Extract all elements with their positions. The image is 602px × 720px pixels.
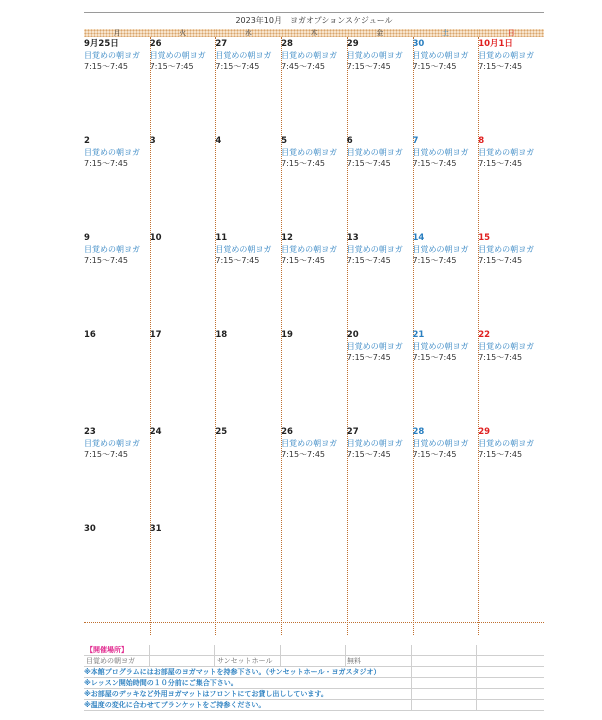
day-cell [84, 427, 149, 460]
day-cell [215, 330, 280, 341]
lesson-time: 7:15〜7:45 [412, 256, 457, 265]
day-cell [84, 233, 149, 266]
note-4: ※温度の変化に合わせてブランケットをご持参ください。 [84, 700, 544, 711]
day-cell [413, 233, 478, 266]
lesson-time: 7:15〜7:45 [478, 159, 523, 168]
lesson-time: 7:15〜7:45 [412, 450, 457, 459]
lesson-time: 7:15〜7:45 [412, 159, 457, 168]
day-date: 20 [346, 330, 359, 340]
venue-header-row [84, 645, 544, 656]
lesson-name: 目覚めの朝ヨガ [412, 439, 469, 448]
day-date: 3 [149, 136, 156, 146]
day-date: 27 [346, 427, 359, 437]
day-cell [150, 524, 215, 535]
lesson-name: 目覚めの朝ヨガ [281, 439, 338, 448]
lesson-time: 7:15〜7:45 [346, 450, 391, 459]
day-cell [478, 136, 543, 169]
day-cell [413, 39, 478, 72]
day-date: 22 [478, 330, 491, 340]
day-date: 23 [84, 427, 96, 437]
lesson-name: 目覚めの朝ヨガ [84, 51, 140, 60]
lesson-time: 7:15〜7:45 [346, 353, 391, 362]
day-cell [413, 427, 478, 460]
day-date: 8 [478, 136, 485, 146]
venue-lesson: 目覚めの朝ヨガ [86, 657, 135, 665]
day-date: 17 [149, 330, 162, 340]
day-cell [347, 233, 412, 266]
day-date: 10月1日 [478, 39, 513, 49]
day-date: 29 [346, 39, 359, 49]
day-cell [215, 427, 280, 438]
grid-divider [84, 622, 544, 623]
day-date: 28 [412, 427, 425, 437]
venue-fee: 無料 [347, 657, 361, 665]
lesson-name: 目覚めの朝ヨガ [346, 245, 403, 254]
lesson-time: 7:15〜7:45 [281, 159, 326, 168]
lesson-name: 目覚めの朝ヨガ [478, 342, 535, 351]
venue-row [84, 656, 544, 667]
day-cell [281, 136, 346, 169]
lesson-time: 7:15〜7:45 [281, 256, 326, 265]
lesson-time: 7:15〜7:45 [84, 256, 128, 265]
note-3: ※お部屋のデッキなど外用ヨガマットはフロントにてお貸し出ししています。 [84, 689, 544, 700]
weekday-header: 日 [478, 29, 544, 37]
lesson-time: 7:15〜7:45 [478, 450, 523, 459]
day-date: 6 [346, 136, 353, 146]
lesson-time: 7:15〜7:45 [84, 62, 128, 71]
footer-divider [149, 645, 150, 667]
day-date: 13 [346, 233, 359, 243]
lesson-time: 7:15〜7:45 [478, 62, 523, 71]
weekday-header: 月 [84, 29, 150, 37]
lesson-name: 目覚めの朝ヨガ [346, 148, 403, 157]
day-cell [84, 330, 149, 341]
footer-divider [476, 645, 477, 711]
lesson-name: 目覚めの朝ヨガ [412, 51, 469, 60]
day-cell [150, 427, 215, 438]
lesson-time: 7:15〜7:45 [149, 62, 194, 71]
day-cell [150, 330, 215, 341]
weekday-header: 金 [347, 29, 413, 37]
lesson-time: 7:15〜7:45 [84, 159, 128, 168]
day-date: 30 [412, 39, 425, 49]
lesson-time: 7:15〜7:45 [215, 62, 260, 71]
day-cell [347, 39, 412, 72]
day-cell [281, 39, 346, 72]
footer-divider [411, 645, 412, 711]
day-cell [84, 136, 149, 169]
lesson-name: 目覚めの朝ヨガ [149, 51, 206, 60]
day-cell [478, 39, 543, 72]
lesson-time: 7:45〜7:45 [281, 62, 326, 71]
lesson-name: 目覚めの朝ヨガ [281, 148, 338, 157]
day-cell [281, 427, 346, 460]
lesson-time: 7:15〜7:45 [346, 256, 391, 265]
venue-label: 【開催場所】 [86, 646, 128, 654]
lesson-name: 目覚めの朝ヨガ [84, 148, 140, 157]
lesson-name: 目覚めの朝ヨガ [478, 51, 535, 60]
day-cell [84, 524, 149, 535]
lesson-name: 目覚めの朝ヨガ [412, 245, 469, 254]
day-date: 11 [215, 233, 228, 243]
day-cell [347, 427, 412, 460]
lesson-time: 7:15〜7:45 [412, 62, 457, 71]
day-date: 25 [215, 427, 228, 437]
lesson-name: 目覚めの朝ヨガ [281, 51, 338, 60]
day-date: 31 [149, 524, 162, 534]
lesson-name: 目覚めの朝ヨガ [215, 51, 272, 60]
day-cell [347, 136, 412, 169]
day-date: 10 [149, 233, 162, 243]
weekday-header: 土 [413, 29, 479, 37]
day-date: 24 [149, 427, 162, 437]
lesson-time: 7:15〜7:45 [281, 450, 326, 459]
day-date: 21 [412, 330, 425, 340]
day-cell [215, 39, 280, 72]
lesson-name: 目覚めの朝ヨガ [281, 245, 338, 254]
day-date: 9 [84, 233, 90, 243]
lesson-name: 目覚めの朝ヨガ [84, 245, 140, 254]
day-cell [84, 39, 149, 72]
note-2: ※レッスン開始時間の１０分前にご集合下さい。 [84, 678, 544, 689]
day-date: 16 [84, 330, 96, 340]
day-date: 12 [281, 233, 293, 243]
footer-divider [280, 645, 281, 667]
lesson-time: 7:15〜7:45 [478, 256, 523, 265]
lesson-name: 目覚めの朝ヨガ [478, 148, 535, 157]
footer-divider [214, 645, 215, 667]
lesson-name: 目覚めの朝ヨガ [346, 51, 403, 60]
day-cell [478, 233, 543, 266]
footer-divider [345, 645, 346, 667]
day-date: 2 [84, 136, 90, 146]
lesson-name: 目覚めの朝ヨガ [346, 439, 403, 448]
lesson-name: 目覚めの朝ヨガ [412, 342, 469, 351]
day-date: 14 [412, 233, 425, 243]
lesson-time: 7:15〜7:45 [215, 256, 260, 265]
note-1: ※本館プログラムにはお部屋のヨガマットを持参下さい。（サンセットホール・ヨガスタジオ） [84, 667, 544, 678]
venue-place: サンセットホール [217, 657, 273, 665]
lesson-name: 目覚めの朝ヨガ [346, 342, 403, 351]
day-cell [478, 330, 543, 363]
day-cell [150, 39, 215, 72]
day-cell [215, 136, 280, 147]
day-date: 15 [478, 233, 491, 243]
day-cell [413, 330, 478, 363]
day-cell [347, 330, 412, 363]
day-cell [281, 233, 346, 266]
day-date: 7 [412, 136, 419, 146]
schedule-title: 2023年10月 ヨガオプションスケジュール [84, 12, 544, 30]
day-date: 5 [281, 136, 288, 146]
day-cell [281, 330, 346, 341]
day-date: 9月25日 [84, 39, 119, 49]
weekday-header: 水 [215, 29, 281, 37]
day-date: 26 [281, 427, 293, 437]
day-date: 18 [215, 330, 228, 340]
day-cell [215, 233, 280, 266]
lesson-name: 目覚めの朝ヨガ [412, 148, 469, 157]
day-date: 26 [149, 39, 162, 49]
lesson-time: 7:15〜7:45 [346, 159, 391, 168]
day-date: 19 [281, 330, 293, 340]
day-date: 29 [478, 427, 491, 437]
day-cell [150, 233, 215, 244]
lesson-name: 目覚めの朝ヨガ [84, 439, 140, 448]
lesson-name: 目覚めの朝ヨガ [478, 439, 535, 448]
lesson-time: 7:15〜7:45 [84, 450, 128, 459]
day-cell [150, 136, 215, 147]
day-cell [413, 136, 478, 169]
day-date: 4 [215, 136, 222, 146]
lesson-name: 目覚めの朝ヨガ [478, 245, 535, 254]
day-cell [478, 427, 543, 460]
lesson-time: 7:15〜7:45 [346, 62, 391, 71]
day-date: 30 [84, 524, 96, 534]
weekday-header: 木 [281, 29, 347, 37]
day-date: 27 [215, 39, 228, 49]
weekday-header: 火 [150, 29, 216, 37]
lesson-time: 7:15〜7:45 [478, 353, 523, 362]
day-date: 28 [281, 39, 293, 49]
lesson-time: 7:15〜7:45 [412, 353, 457, 362]
lesson-name: 目覚めの朝ヨガ [215, 245, 272, 254]
